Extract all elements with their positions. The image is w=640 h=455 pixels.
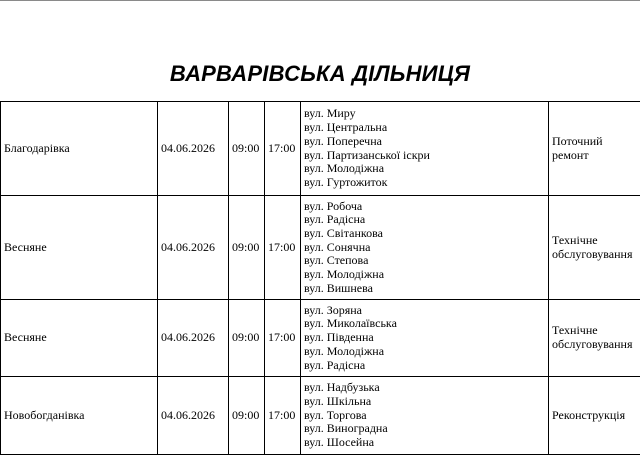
street-item: вул. Радісна	[304, 213, 548, 227]
table-row	[1, 300, 640, 377]
streets-cell	[301, 196, 549, 300]
village-cell: Весняне	[1, 300, 158, 377]
start-time-cell: 09:00	[229, 102, 265, 196]
street-item: вул. Південна	[304, 331, 548, 345]
street-item: вул. Робоча	[304, 200, 548, 214]
date-cell: 04.06.2026	[158, 377, 229, 455]
streets-cell	[301, 102, 549, 196]
date-cell: 04.06.2026	[158, 300, 229, 377]
street-item: вул. Надбузька	[304, 381, 548, 395]
top-divider	[0, 0, 640, 1]
street-item: вул. Партизанської іскри	[304, 149, 548, 163]
table-row	[1, 196, 640, 300]
page-title: ВАРВАРІВСЬКА ДІЛЬНИЦЯ	[0, 60, 640, 88]
village-cell: Весняне	[1, 196, 158, 300]
street-item: вул. Поперечна	[304, 135, 548, 149]
end-time-cell: 17:00	[265, 102, 301, 196]
outage-schedule-table	[0, 101, 640, 455]
street-item: вул. Сонячна	[304, 241, 548, 255]
date-cell: 04.06.2026	[158, 102, 229, 196]
streets-cell	[301, 377, 549, 455]
street-item: вул. Шкільна	[304, 395, 548, 409]
street-item: вул. Центральна	[304, 121, 548, 135]
work-type-cell: Технічне обслуговування	[549, 196, 640, 300]
street-item: вул. Гуртожиток	[304, 176, 548, 190]
street-item: вул. Миколаївська	[304, 317, 548, 331]
start-time-cell: 09:00	[229, 377, 265, 455]
start-time-cell: 09:00	[229, 196, 265, 300]
work-type-cell: Поточний ремонт	[549, 102, 640, 196]
street-item: вул. Зоряна	[304, 304, 548, 318]
street-item: вул. Торгова	[304, 409, 548, 423]
street-item: вул. Молодіжна	[304, 268, 548, 282]
street-item: вул. Шосейна	[304, 436, 548, 450]
street-item: вул. Молодіжна	[304, 162, 548, 176]
start-time-cell: 09:00	[229, 300, 265, 377]
street-item: вул. Молодіжна	[304, 345, 548, 359]
street-item: вул. Вишнева	[304, 282, 548, 296]
end-time-cell: 17:00	[265, 377, 301, 455]
work-type-cell: Реконструкція	[549, 377, 640, 455]
street-item: вул. Степова	[304, 254, 548, 268]
table-row	[1, 377, 640, 455]
village-cell: Новобогданівка	[1, 377, 158, 455]
village-cell: Благодарівка	[1, 102, 158, 196]
street-item: вул. Світанкова	[304, 227, 548, 241]
work-type-cell: Технічне обслуговування	[549, 300, 640, 377]
table-row	[1, 102, 640, 196]
street-item: вул. Миру	[304, 107, 548, 121]
end-time-cell: 17:00	[265, 196, 301, 300]
streets-cell	[301, 300, 549, 377]
street-item: вул. Виноградна	[304, 422, 548, 436]
date-cell: 04.06.2026	[158, 196, 229, 300]
street-item: вул. Радісна	[304, 359, 548, 373]
end-time-cell: 17:00	[265, 300, 301, 377]
